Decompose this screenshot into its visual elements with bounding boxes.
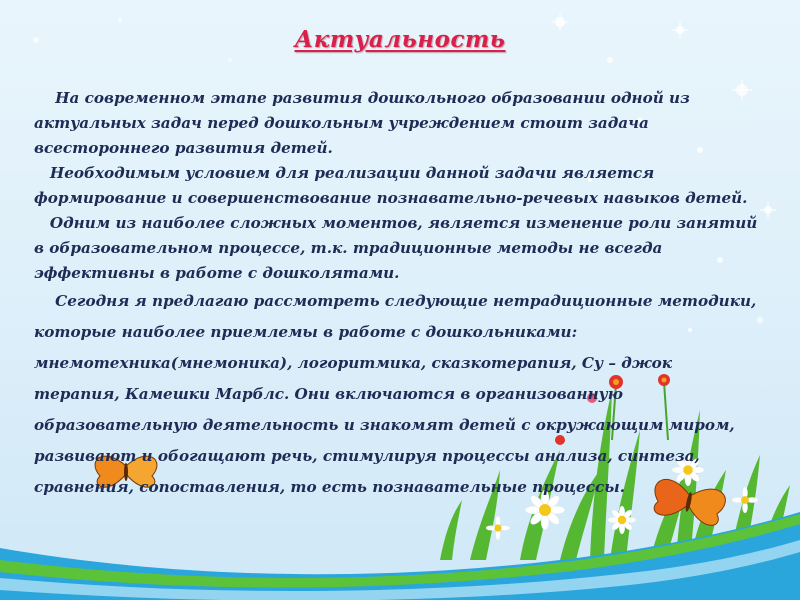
paragraph-3 (34, 211, 760, 286)
slide-title: Актуальность (294, 26, 506, 53)
paragraph-2 (34, 161, 760, 211)
paragraph-1-text: На современном этапе развития дошкольного образовании одной из актуальных задач перед дошкольным учреждением стоит задача всестороннего развития детей. (34, 89, 690, 157)
body-text (34, 86, 760, 503)
paragraph-3-text: Одним из наиболее сложных моментов, является изменение роли занятий в образовательном процессе, т.к. традиционные методы не всегда эффективны в работе с дошколятами. (34, 214, 758, 282)
paragraph-2-text: Необходимым условием для реализации данной задачи является формирование и совершенствование познавательно-речевых навыков детей. (34, 164, 748, 207)
paragraph-4-text: Сегодня я предлагаю рассмотреть следующие нетрадиционные методики, которые наиболее приемлемы в работе с дошкольниками: мнемотехника(мнемоника), логоритмика, сказкотерапия, Су – джок терапия, Камешки Марблс. Они включаются в организованную образовательную деятельность и знакомят детей с окружающим миром, развивают и обогащают речь, стимулируя процессы анализа, синтеза, сравнения, сопоставления, то есть познавательные процессы. (34, 292, 757, 496)
paragraph-4 (34, 286, 760, 503)
paragraph-1 (34, 86, 760, 161)
